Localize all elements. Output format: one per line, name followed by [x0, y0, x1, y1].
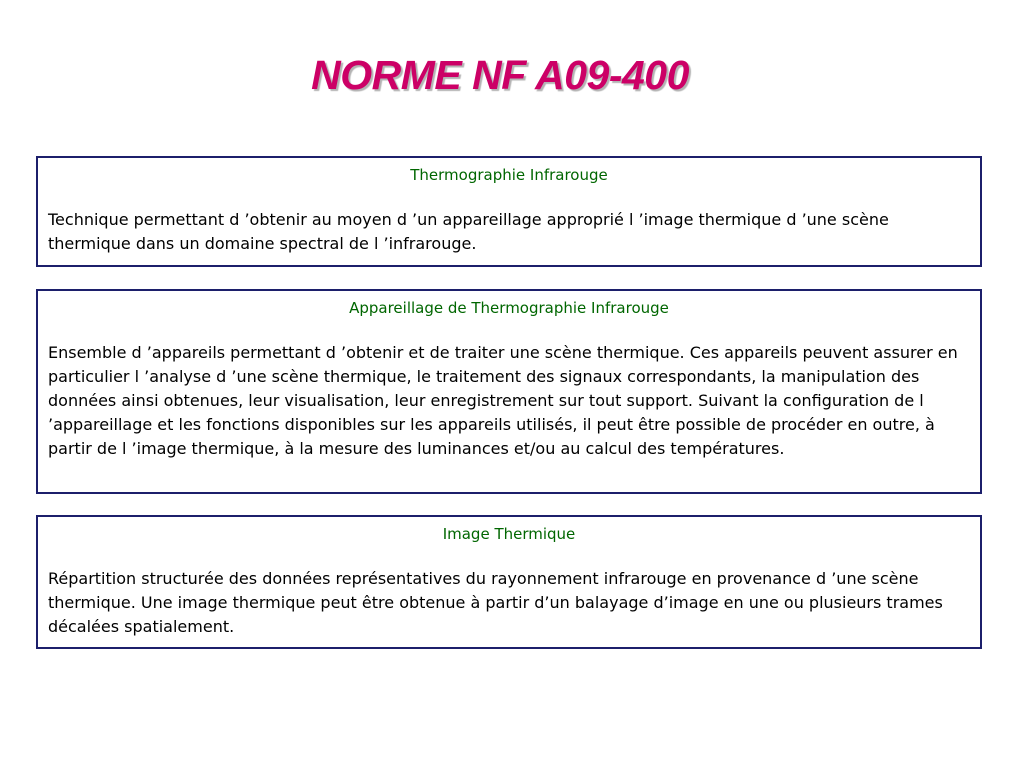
definition-text: Technique permettant d ’obtenir au moyen d ’un appareillage approprié l ’image thermique d ’une scène thermique dans un domaine spectral de l ’infrarouge.	[48, 210, 889, 253]
definition-box-appareillage	[36, 289, 982, 494]
definition-text: Répartition structurée des données représentatives du rayonnement infrarouge en provenance d ’une scène thermique. Une image thermique peut être obtenue à partir d’un balayage d’image en une ou plusieurs trames décalées spatialement.	[48, 569, 943, 636]
definition-heading: Appareillage de Thermographie Infrarouge	[349, 299, 669, 317]
definition-text: Ensemble d ’appareils permettant d ’obtenir et de traiter une scène thermique. Ces appareils peuvent assurer en particulier l ’analyse d ’une scène thermique, le traitement des signaux correspondants, la manipulation des données ainsi obtenues, leur visualisation, leur enregistrement sur tout support. Suivant la configuration de l ’appareillage et les fonctions disponibles sur les appareils utilisés, il peut être possible de procéder en outre, à partir de l ’image thermique, à la mesure des luminances et/ou au calcul des températures.	[48, 343, 958, 458]
definition-box-thermographie	[36, 156, 982, 267]
page-title: NORME NF A09-400	[311, 52, 689, 98]
definition-heading: Image Thermique	[442, 525, 576, 543]
definition-heading: Thermographie Infrarouge	[410, 166, 608, 184]
definition-box-image-thermique	[36, 515, 982, 649]
